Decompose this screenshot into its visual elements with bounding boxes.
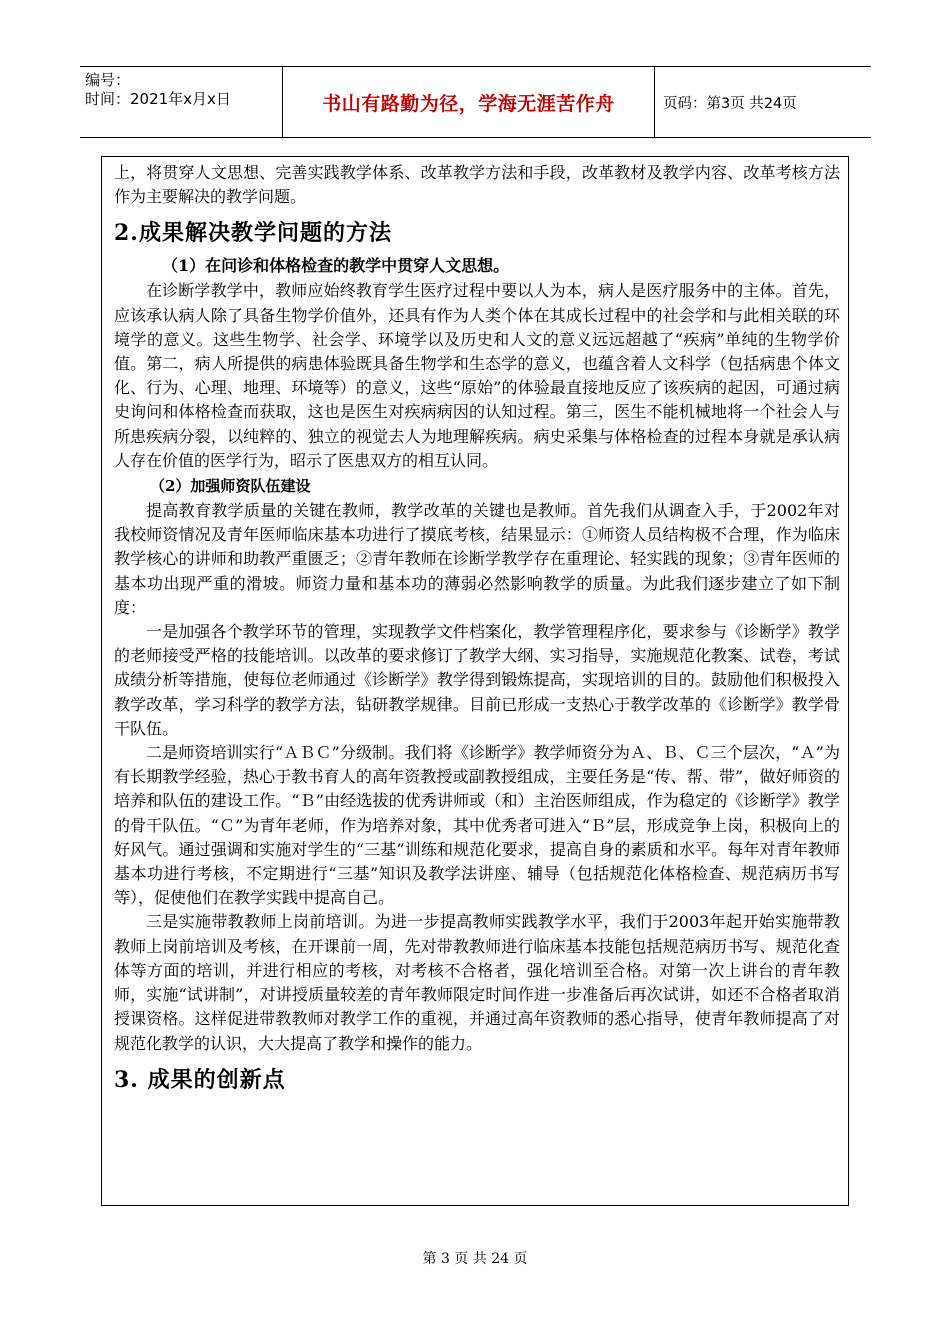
intro-paragraph: 上，将贯穿人文思想、完善实践教学体系、改革教学方法和手段，改革教材及教学内容、改革考核方法作为主要解决的教学问题。 bbox=[114, 163, 840, 207]
subsection-2-heading: （2）加强师资队伍建设 bbox=[150, 477, 311, 496]
document-body bbox=[114, 161, 840, 1100]
header-table bbox=[80, 66, 871, 138]
header-meta bbox=[80, 67, 282, 137]
subsection-1-heading: （1）在问诊和体格检查的教学中贯穿人文思想。 bbox=[162, 256, 510, 276]
section-3-heading: 3. 成果的创新点 bbox=[114, 1066, 286, 1093]
subsection-2-paragraph-1: 提高教育教学质量的关键在教师，教学改革的关键也是教师。首先我们从调查入手，于2002年对我校师资情况及青年医师临床基本功进行了摸底考核，结果显示：①师资人员结构极不合理，作为临床教学核心的讲师和助教严重匮乏；②青年教师在诊断学教学存在重理论、轻实践的现象；③青年医师的基本功出现严重的滑坡。师资力量和基本功的薄弱必然影响教学的质量。为此我们逐步建立了如下制度： bbox=[114, 501, 840, 617]
section-2-heading: 2.成果解决教学问题的方法 bbox=[114, 220, 392, 247]
content-box bbox=[101, 156, 849, 1206]
document-number-label: 编号： bbox=[85, 71, 131, 89]
document-date: 时间：2021年x月x日 bbox=[85, 90, 231, 108]
subsection-2-paragraph-3: 二是师资培训实行“ＡＢＣ”分级制。我们将《诊断学》教学师资分为Ａ、Ｂ、Ｃ三个层次，“Ａ”为有长期教学经验，热心于教书育人的高年资教授或副教授组成，主要任务是“传、帮、带”，做好师资的培养和队伍的建设工作。“Ｂ”由经选拔的优秀讲师或（和）主治医师组成，作为稳定的《诊断学》教学的骨干队伍。“Ｃ”为青年老师，作为培养对象，其中优秀者可进入“Ｂ”层，形成竞争上岗，积极向上的好风气。通过强调和实施对学生的“三基”训练和规范化要求，提高自身的素质和水平。每年对青年教师基本功进行考核，不定期进行“三基”知识及教学法讲座、辅导（包括规范化体格检查、规范病历书写等），促使他们在教学实践中提高自己。 bbox=[114, 743, 840, 908]
page-footer: 第 3 页 共 24 页 bbox=[422, 1251, 528, 1267]
subsection-1-paragraph: 在诊断学教学中，教师应始终教育学生医疗过程中要以人为本，病人是医疗服务中的主体。首先，应该承认病人除了具备生物学价值外，还具有作为人类个体在其成长过程中的社会学和与此相关联的环境学的意义。这些生物学、社会学、环境学以及历史和人文的意义远远超越了“疾病”单纯的生物学价值。第二，病人所提供的病患体验既具备生物学和生态学的意义，也蕴含着人文科学（包括病患个体文化、行为、心理、地理、环境等）的意义，这些“原始”的体验最直接地反应了该疾病的起因，可通过病史询问和体格检查而获取，这也是医生对疾病病因的认知过程。第三，医生不能机械地将一个社会人与所患疾病分裂，以纯粹的、独立的视觉去人为地理解疾病。病史采集与体格检查的过程本身就是承认病人存在价值的医学行为，昭示了医患双方的相互认同。 bbox=[114, 281, 840, 470]
header-motto-cell bbox=[282, 67, 655, 137]
subsection-2-paragraph-4: 三是实施带教教师上岗前培训。为进一步提高教师实践教学水平，我们于2003年起开始实施带教教师上岗前培训及考核，在开课前一周，先对带教教师进行临床基本技能包括规范病历书写、规范化查体等方面的培训，并进行相应的考核，对考核不合格者，强化培训至合格。对第一次上讲台的青年教师，实施“试讲制”，对讲授质量较差的青年教师限定时间作进一步准备后再次试讲，如还不合格者取消授课资格。这样促进带教教师对教学工作的重视，并通过高年资教师的悉心指导，使青年教师提高了对规范化教学的认识，大大提高了教学和操作的能力。 bbox=[114, 912, 840, 1053]
motto: 书山有路勤为径，学海无涯苦作舟 bbox=[322, 92, 615, 115]
subsection-2-paragraph-2: 一是加强各个教学环节的管理，实现教学文件档案化，教学管理程序化，要求参与《诊断学》教学的老师接受严格的技能培训。以改革的要求修订了教学大纲、实习指导，实施规范化教案、试卷，考试成绩分析等措施，使每位老师通过《诊断学》教学得到锻炼提高，实现培训的目的。鼓励他们积极投入教学改革，学习科学的教学方法，钻研教学规律。目前已形成一支热心于教学改革的《诊断学》教学骨干队伍。 bbox=[114, 622, 840, 738]
header-page-info: 页码：第3页 共24页 bbox=[663, 95, 797, 112]
